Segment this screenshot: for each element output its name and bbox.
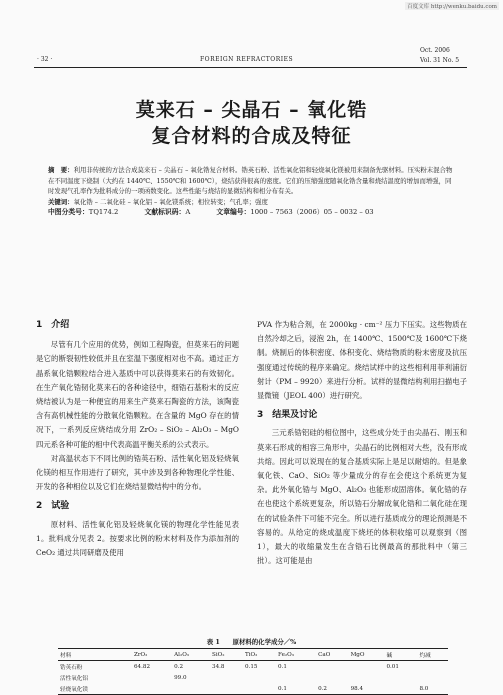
header-rule (34, 67, 467, 68)
abstract-paragraph (48, 165, 456, 197)
table-header-cell: 材料 (60, 652, 72, 659)
table-caption: 表 1 原材料的化学成分／% (206, 638, 297, 646)
right-column (257, 318, 467, 568)
table-header-cell: SiO₂ (212, 651, 225, 658)
section-2-heading: 2 试验 (36, 501, 70, 512)
left-column (36, 318, 239, 560)
table-cell (243, 683, 276, 695)
keywords-text: 氧化锆 – 二氧化硅 – 氧化铝 – 氧化镁系统；相位转变；气孔率；强度 (73, 197, 268, 206)
section-3-paragraph-1: 三元系锆铝硅的相位图中，这些成分处于由尖晶石、刚玉和莫来石形成的相容三角形中，尖晶石的比例相对大些，没有形成共熔。因此可以说现在的复合基质实际上是足以耐熔的。但是象氧化铁、CaO、SiO₂ 等少量成分的存在会使这个系统更为复杂。此外氧化锆与 MgO、Al₂O₃ 也能形成固溶体。氧化锆的存在也使这个系统更复杂，所以锆石分解成氧化锆和二氧化硅在现在的试验条件下可能不完全。所以进行基质成分的理论预测是不容易的。从给定的烧成温度下烧坯的体积收缩可以观察到（图 1），最大的收缩量发生在含锆石比例最高的那批料中（第三批）。这可能是由 (257, 428, 467, 566)
materials-table (58, 648, 448, 695)
table-header-cell: Al₂O₃ (174, 651, 190, 658)
table-cell (316, 661, 348, 673)
clc-label: 中图分类号： (48, 208, 89, 216)
section-2-paragraph-1: 原材料、活性氧化铝及轻烧氧化镁的物理化学性能见表 1。批料成分见表 2。按要求比例的粉末材料及作为添加剂的 CeO₂ 通过共同研磨及使用 (36, 519, 239, 558)
keywords-line (48, 197, 456, 208)
table-row (58, 683, 448, 695)
section-1-paragraph-1: 尽管有几个应用的优势，例如工程陶瓷，但莫来石的问题是它的断裂韧性较低并且在室温下强度相对也不高。通过正方晶系氧化锆颗粒结合进入基质中可以获得莫来石的有效韧化。在生产氧化锆韧化莫来石的各种途径中，细锆石基粉末的反应烧结被认为是一种便宜的用来生产莫来石陶瓷的方法，该陶瓷含有高机械性能的分散氧化锆颗粒。在含量的 MgO 存在的情况下，一系列反应烧结成分用 ZrO₂ – SiO₂ – Al₂O₃ – MgO 四元系各种可能的相中代表高温平衡关系的公式表示。 (36, 340, 239, 449)
table-cell (172, 683, 210, 695)
table-cell: 锆英石粉 (60, 664, 83, 671)
abstract-block (48, 165, 456, 218)
table-cell: 8.0 (419, 685, 429, 692)
table-cell: 活性氧化铝 (60, 675, 88, 682)
section-1-paragraph-2: 对高温状态下不同比例的锆英石粉、活性氧化铝及轻烧氧化镁的相互作用进行了研究，其中涉及到各种物理化学性能、开发的各种相位以及它们在烧结显微结构中的分布。 (36, 453, 239, 492)
page-number: · 32 · (37, 56, 53, 63)
table-cell: 轻烧氧化镁 (60, 686, 88, 693)
table-header-cell: Fe₂O₃ (278, 651, 295, 658)
title-line-1: 莫来石 – 尖晶石 – 氧化锆 (135, 99, 368, 121)
clc-value: TQ174.2 (88, 208, 119, 216)
table-cell (384, 683, 417, 695)
doc-code-value: A (185, 208, 191, 216)
issue-date: Oct. 2006 (420, 47, 450, 54)
table-header-row (58, 649, 448, 661)
materials-table-wrap (58, 648, 448, 695)
table-header-cell: ZrO₂ (134, 651, 148, 658)
table-header-cell: TiO₂ (245, 651, 258, 658)
table-row (58, 661, 448, 673)
journal-name: FOREIGN REFRACTORIES (200, 56, 294, 63)
issue-volume: Vol. 31 No. 5 (420, 57, 460, 64)
methods-paragraph: PVA 作为粘合剂，在 2000kg · cm⁻² 压力下压实。这些物质在自然冷却之后，浸泡 2h，在 1400℃、1500℃及 1600℃下烧制。烧制后的体积密度、体积变化、烧结物质的粉末密度及抗压强度通过传统的程序来确定。烧结试样中的这些相利用菲利浦衍射计（PM – 9920）来进行分析。试样的显微结构利用扫描电子显微镜（JEOL 400）进行研究。 (257, 320, 467, 401)
table-cell: 98.4 (350, 685, 364, 692)
table-cell: 34.8 (212, 663, 225, 670)
article-no-label: 文章编号： (216, 208, 251, 216)
classification-line (48, 207, 456, 218)
table-cell: 0.1 (278, 663, 287, 670)
table-cell: 99.0 (174, 674, 187, 681)
table-cell (132, 683, 172, 695)
table-cell: 0.1 (278, 685, 287, 692)
top-banner: 百度文库 http://wenku.baidu.com (407, 4, 497, 10)
table-cell: 0.2 (318, 685, 327, 692)
article-no-value: 1000 – 7563（2006）05 – 0032 – 03 (250, 208, 374, 216)
abstract-text: 利用非传统的方法合成莫来石 – 尖晶石 – 氧化锆复合材料。锆英石粉、活性氧化铝和轻烧氧化镁被用来制备先驱材料。压实粉末混合物在不同温度下烧制（大约在 1440℃、1550℃和 1600℃），烧结获得很高的密度。它们的压缩强度随氧化锆含量和烧结温度的增加而增强，同时发现气孔率作为批料成分的一项函数变化。这些性能与烧结的显微结构和相分布有关。 (48, 166, 453, 195)
section-1-heading: 1 介绍 (36, 320, 70, 330)
table-cell: 64.82 (134, 663, 151, 670)
table-header-cell: 碱 (386, 652, 393, 659)
table-header-cell: MgO (350, 651, 365, 658)
keywords-label: 关键词： (48, 197, 74, 206)
table-cell: 0.2 (174, 663, 184, 670)
table-cell: 0.01 (386, 663, 399, 670)
table-cell: 0.15 (245, 663, 258, 670)
table-header-cell: 灼减 (419, 652, 431, 659)
section-3-heading: 3 结果及讨论 (257, 410, 318, 421)
table-cell (210, 683, 243, 695)
table-cell (417, 661, 448, 673)
abstract-label: 摘 要： (48, 166, 74, 174)
table-header-cell: CaO (318, 651, 331, 658)
title-line-2: 复合材料的合成及特征 (151, 125, 352, 147)
doc-code-label: 文献标识码： (144, 208, 186, 216)
table-cell (349, 661, 385, 673)
